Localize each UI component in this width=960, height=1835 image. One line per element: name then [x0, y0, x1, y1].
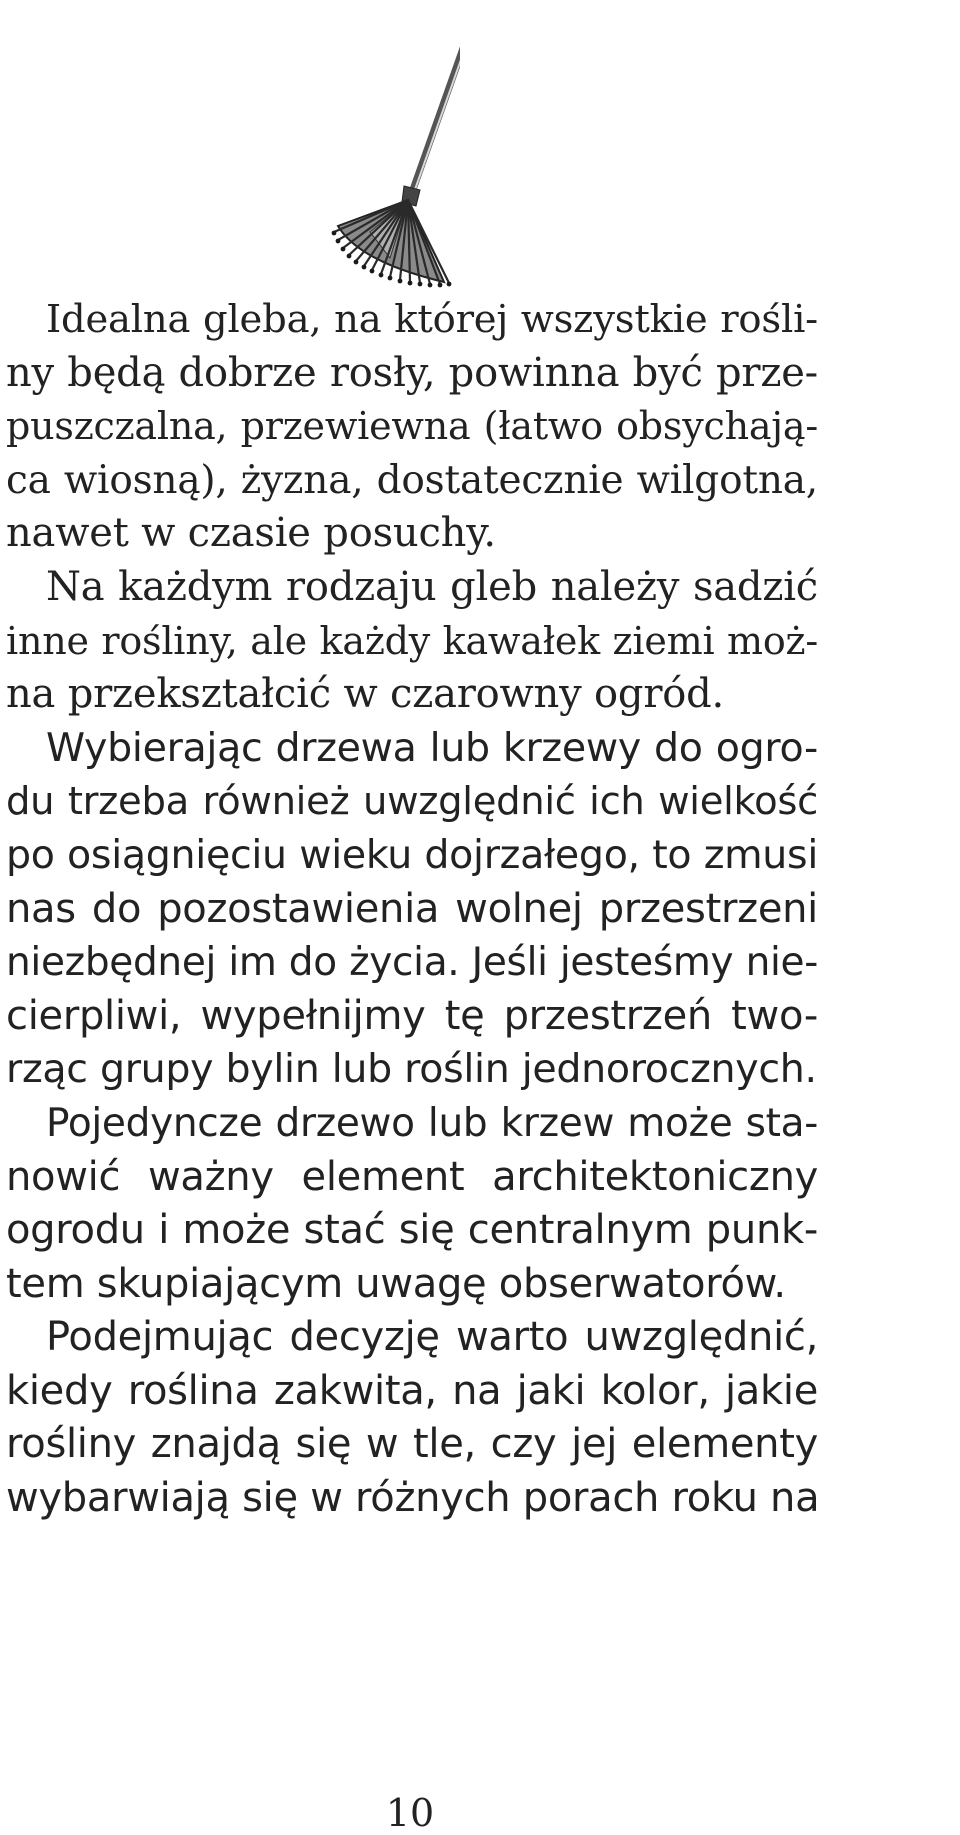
text-line: tem skupiającym uwagę obserwatorów.: [6, 1260, 786, 1307]
text-line: puszczalna, przewiewna (łatwo obsychają-: [6, 404, 818, 449]
text-line: rząc grupy bylin lub roślin jednorocznych.: [6, 1046, 817, 1093]
rake-icon: [330, 0, 460, 290]
paragraph: [6, 1097, 818, 1311]
page-number: 10: [385, 1791, 435, 1835]
text-line: wybarwiają się w różnych porach roku na: [6, 1475, 820, 1522]
rake-head: [332, 200, 452, 287]
paragraph: [6, 561, 818, 722]
text-line: ca wiosną), żyzna, dostatecznie wilgotna,: [6, 457, 818, 503]
text-line: rośliny znajdą się w tle, czy jej elementy: [6, 1421, 818, 1468]
text-line: ny będą dobrze rosły, powinna być prze-: [6, 349, 818, 396]
text-line: cierpliwi, wypełnijmy tę przestrzeń two-: [6, 992, 818, 1039]
text-line: na przekształcić w czarowny ogród.: [6, 671, 725, 718]
body-text: [6, 293, 818, 1526]
text-line: nawet w czasie posuchy.: [6, 510, 496, 557]
text-line: inne rośliny, ale każdy kawałek ziemi moż-: [6, 618, 818, 663]
text-line: kiedy roślina zakwita, na jaki kolor, jakie: [6, 1367, 818, 1414]
text-line: Podejmując decyzję warto uwzględnić,: [46, 1314, 818, 1361]
text-line: ogrodu i może stać się centralnym punk-: [6, 1207, 818, 1254]
text-line: Idealna gleba, na której wszystkie rośli-: [46, 297, 818, 342]
text-line: du trzeba również uwzględnić ich wielkość: [6, 779, 818, 825]
text-line: niezbędnej im do życia. Jeśli jesteśmy nie-: [6, 940, 818, 986]
text-line: nowić ważny element architektoniczny: [6, 1153, 818, 1200]
rake-handle: [410, 6, 460, 198]
paragraph: [6, 1311, 818, 1525]
text-line: Na każdym rodzaju gleb należy sadzić: [46, 563, 818, 610]
text-line: Wybierając drzewa lub krzewy do ogro-: [46, 724, 818, 771]
text-line: Pojedyncze drzewo lub krzew może sta-: [46, 1100, 818, 1146]
text-line: nas do pozostawienia wolnej przestrzeni: [6, 885, 818, 932]
paragraph: [6, 722, 818, 1097]
paragraph: [6, 293, 818, 561]
text-line: po osiągnięciu wieku dojrzałego, to zmusi: [6, 831, 818, 878]
